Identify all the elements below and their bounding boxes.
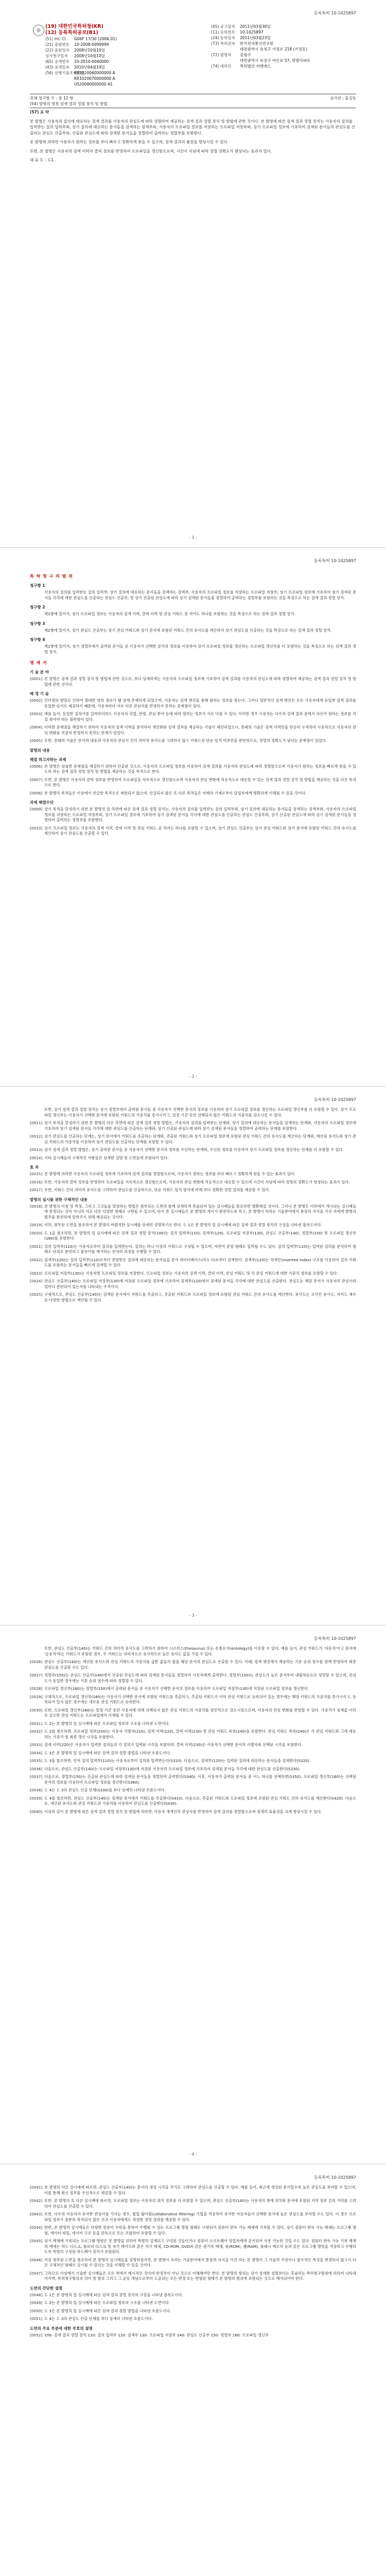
field-key: (73) 특허권자 (211, 41, 235, 46)
paragraph (30, 1244, 356, 1255)
paragraph (30, 676, 356, 687)
field-row (45, 59, 195, 64)
left-field-list (45, 36, 195, 87)
field-key: (72) 발명자 (211, 53, 232, 57)
paragraph-number (30, 1646, 44, 1657)
field-row (211, 24, 356, 29)
paragraph-number: [0031] (30, 1721, 43, 1726)
paragraph (30, 1721, 356, 1727)
paragraph-text: 도 4는 도 3의 관심도 산출 단계를 보다 상세히 나타낸 흐름도이다. (44, 2316, 153, 2321)
paragraph-number: [0028] (30, 1686, 43, 1691)
field-value: KR1020070000000 A (74, 76, 115, 81)
paragraph (30, 1134, 356, 1145)
paragraph-text: 본 발명에 의하면 사용자의 프로파일 정보에 기초하여 검색 결과를 정렬함으로써, 사용자가 원하는 정보를 보다 빠르고 정확하게 찾을 수 있는 효과가 있다. (44, 1172, 296, 1176)
field-row (211, 58, 356, 63)
page-4 (0, 1625, 386, 2164)
paragraph-text: 본 발명의 목적들은 이상에서 언급한 목적으로 제한되지 않으며, 언급되지 않은 또 다른 목적들은 아래의 기재로부터 당업자에게 명확하게 이해될 수 있을 것이다. (44, 790, 307, 795)
paragraph (30, 1673, 356, 1684)
field-row (45, 36, 195, 42)
section-heading: 명 세 서 (30, 660, 47, 665)
country-tag: (19) 대한민국특허청(KR) (45, 24, 103, 29)
paragraph (30, 826, 356, 837)
field-value: 10-1025897 (240, 30, 264, 35)
paragraph (30, 1121, 356, 1131)
field-value: 대전광역시 유성구 가정로 218 (가정동) (240, 47, 308, 52)
field-value: 대전광역시 유성구 어은로 57, 한빛아파트 (240, 58, 311, 63)
paragraph (30, 2316, 356, 2322)
paragraph-number: [0007] (30, 777, 43, 782)
claims-box (30, 94, 356, 108)
paragraph-number: [0002] (30, 698, 43, 703)
subsection-heading: 해결 하고자하는 과제 (30, 757, 66, 762)
paragraph-text: 또한, 본 발명은 사용자의 클릭 정보를 반영하여 프로파일을 지속적으로 갱신함으로써 사용자의 관심 변화에 적응적으로 대응할 수 있는 검색 결과 정렬 장치 및 방법을 제공하는 것을 다른 목적으로 한다. (44, 777, 356, 787)
field-row (211, 63, 356, 69)
cover-left-fields (45, 24, 195, 87)
section-heading: 특 허 청 구 의 범 위 (30, 574, 73, 579)
paragraph (30, 1156, 356, 1161)
paragraph-text: 기타 실시예들의 구체적인 사항들은 상세한 설명 및 도면들에 포함되어 있다. (44, 1155, 169, 1160)
paragraph-number: [0026] (30, 1659, 43, 1664)
subsection-heading: 청구항 3 (30, 621, 45, 626)
field-value: KR1020060000000 A (74, 71, 115, 75)
abstract-paragraph: 본 발명에 의하면 사용자가 원하는 정보를 보다 빠르고 정확하게 찾을 수 있으며, 검색 결과의 품질을 향상시킬 수 있다. (30, 140, 229, 144)
abstract-paragraph: 본 발명은 사용자의 질의에 대응하는 검색 결과를 사용자의 관심도에 따라 정렬하여 제공하는 검색 결과 정렬 장치 및 방법에 관한 것이다. 본 발명에 따른 검색 결과 정렬 장치는 사용자의 질의를 입력받는 질의 입력부와, 상기 질의에 대응하는 문서들을 검색하는 검색부와, 사용자의 프로파일 정보를 저장하는 프로파일 저장부와, 상기 프로파일 정보에 기초하여 검색된 문서들의 관심도를 산출하는 관심도 산출부와, 산출된 관심도에 따라 검색된 문서들을 정렬하여 출력하는 정렬부를 포함한다. (30, 118, 355, 135)
paragraph (30, 2309, 356, 2314)
paragraph-number: [0009] (30, 807, 43, 811)
subsection-heading: 도면의 주요 부분에 대한 부호의 설명 (30, 2326, 93, 2331)
paragraph-text: 구체적으로, 관심도 산출부(140)는 검색된 문서에서 키워드를 추출하고, 추출된 키워드와 프로파일 정보에 포함된 관심 키워드 간의 유사도를 계산한다. 유사도는 코사인 유사도, 자카드 계수 등 다양한 방법으로 계산될 수 있다. (44, 1292, 356, 1302)
paragraph-text: 도 2는 본 발명의 일 실시예에 따른 프로파일 정보의 구조를 나타낸 도면이다. (44, 2300, 170, 2305)
paragraph-number: [0052] (30, 2332, 43, 2337)
page-4-body (30, 1646, 356, 2148)
field-key: (24) 등록일자 (211, 36, 235, 40)
paragraph (30, 2185, 356, 2196)
page-5 (0, 2164, 386, 2576)
title-row (30, 101, 356, 107)
abstract-paragraph: 또한, 본 발명은 사용자의 검색 이력과 클릭 정보를 반영하여 프로파일을 갱신함으로써, 시간이 지남에 따라 정렬 정확도가 향상되는 효과가 있다. (30, 148, 272, 154)
paragraph-text: 상기 목적을 달성하기 위한 본 발명의 일 측면에 따른 검색 결과 정렬 장치는, 사용자의 질의를 입력받는 질의 입력부와, 상기 질의에 대응하는 문서들을 검색하는 검색부와, 사용자의 프로파일 정보를 저장하는 프로파일 저장부와, 상기 프로파일 정보에 기초하여 상기 검색된 문서들 각각에 대한 관심도를 산출하는 관심도 산출부와, 상기 산출된 관심도에 따라 상기 검색된 문서들을 정렬하여 출력하는 정렬부를 포함한다. (44, 807, 356, 822)
paragraph-text: 또한, 본 발명의 또 다른 실시예에 따르면, 프로파일 정보는 사용자의 위치 정보를 더 포함할 수 있으며, 관심도 산출부(140)는 사용자의 현재 위치와 문서에 포함된 지역 정보 간의 거리를 고려하여 관심도를 산출할 수 있다. (44, 2198, 356, 2209)
paragraph-number: [0029] (30, 1694, 43, 1699)
paragraph-text: 제1항에 있어서, 상기 정렬부에서 출력된 문서들 중 사용자가 선택한 문서의 정보를 이용하여 상기 프로파일 정보를 갱신하는 프로파일 갱신부를 더 포함하는 것을 특징으로 하는 검색 결과 정렬 장치. (44, 644, 356, 654)
paragraph-text: 검색부(120)는 질의 입력부(110)로부터 전달받은 질의에 대응하는 문서들을 문서 데이터베이스(미도시)로부터 검색한다. 검색부(120)는 역색인(inverted index) 구조를 이용하여 질의 키워드를 포함하는 문서들을 빠르게 검색할 수 있다. (44, 1257, 356, 1267)
abstract (30, 109, 356, 166)
paragraph (30, 1258, 356, 1268)
paragraph-text: 또한, 상기 검색 결과 정렬 장치는 상기 정렬부에서 출력된 문서들 중 사용자가 선택한 문서의 정보를 이용하여 상기 프로파일 정보를 갱신하는 프로파일 갱신부를 더 포함할 수 있다. 상기 프로파일 갱신부는 사용자가 선택한 문서에 포함된 키워드의 가중치를 증가시키고, 일정 기간 동안 선택되지 않은 키워드의 가중치를 감소시킬 수 있다. (44, 1107, 356, 1117)
paragraph-number: [0025] (30, 1292, 43, 1297)
paragraph-number: [0008] (30, 790, 43, 795)
paragraph-number (30, 628, 44, 634)
paragraph-text: 본 발명의 이점 및 특징, 그리고 그것들을 달성하는 방법은 첨부되는 도면과 함께 상세하게 후술되어 있는 실시예들을 참조하면 명확해질 것이다. 그러나 본 발명은 이하에서 개시되는 실시예들에 한정되는 것이 아니라 서로 다른 다양한 형태로 구현될 수 있으며, 단지 본 실시예들은 본 발명의 개시가 완전하도록 하고, 본 발명이 속하는 기술분야에서 통상의 지식을 가진 자에게 발명의 범주를 완전하게 알려주기 위해 제공되는 것이다. (44, 1204, 356, 1219)
paragraph-number: [0003] (30, 711, 43, 716)
paragraph (30, 1751, 356, 1756)
paragraph-number: [0020] (30, 1230, 43, 1235)
field-row (211, 29, 356, 35)
paragraph (30, 698, 356, 709)
field-value: 10-2010-0040000 (74, 59, 109, 64)
paragraph (30, 777, 356, 788)
page-number: - 4 - (189, 2152, 197, 2157)
subsection-heading: 도면의 간단한 설명 (30, 2285, 63, 2291)
paragraph (30, 2198, 356, 2209)
paragraph (30, 807, 356, 823)
subsection-heading: 발명의 실시를 위한 구체적인 내용 (30, 1197, 87, 1202)
paragraph-number: [0016] (30, 1179, 43, 1184)
paragraph-number: [0001] (30, 676, 43, 681)
paragraph-number: [0035] (30, 1758, 43, 1763)
field-value: 한국전자통신연구원 (240, 41, 274, 46)
paragraph-number (30, 1107, 44, 1118)
abstract-paragraph: 대 표 도 - 도1 (30, 158, 54, 162)
paragraph-number: [0034] (30, 1750, 43, 1755)
field-row (45, 81, 195, 87)
paragraph-number: [0042] (30, 2198, 43, 2203)
paragraph-text: 이상과 같이 본 발명에 따른 검색 결과 정렬 장치 및 방법에 의하면, 사용자 개개인의 관심사를 반영하여 검색 결과를 정렬함으로써 검색의 효율성을 크게 향상시킬 수 있다. (44, 1809, 322, 1814)
paragraph (30, 1659, 356, 1670)
paragraph-text: 본 발명의 다른 실시예에 따르면, 관심도 산출부(140)는 문서의 생성 시각을 추가로 고려하여 관심도를 산출할 수 있다. 예를 들어, 최근에 생성된 문서일수록 높은 관심도를 부여할 수 있으며, 이를 통해 최신 정보를 우선적으로 제공할 수 있다. (44, 2185, 356, 2195)
field-row (45, 64, 195, 70)
paragraph-number: [0051] (30, 2316, 43, 2321)
paragraph-text: 도 3은 본 발명의 일 실시예에 따른 검색 결과 정렬 방법을 나타낸 흐름도이다. (44, 2308, 171, 2313)
paragraph-number: [0015] (30, 1172, 43, 1176)
paragraph-text: 예를 들어, 동일한 질의어를 입력하더라도 사용자의 직업, 연령, 관심 분야 등에 따라 원하는 정보가 서로 다를 수 있다. 이러한 경우 사용자는 다수의 검색 결과 중에서 자신이 원하는 정보를 직접 찾아야 하는 불편함이 있다. (44, 711, 356, 722)
paragraph (30, 1742, 356, 1748)
paragraph-number: [0023] (30, 1270, 43, 1276)
paragraph (30, 1767, 356, 1772)
page-1-body (30, 0, 356, 547)
paragraph (30, 628, 356, 634)
subsection-heading: 청구항 2 (30, 605, 45, 609)
paragraph-number (30, 612, 44, 617)
paragraph-number: [0018] (30, 1204, 43, 1209)
paragraph-text: 또한, 사용자의 클릭 정보를 반영하여 프로파일을 지속적으로 갱신함으로써, 사용자의 관심 변화에 적응적으로 대응할 수 있으며 시간이 지남에 따라 정렬의 정확도가 향상되는 효과가 있다. (44, 1179, 350, 1184)
abstract-title: (57) 요 약 (30, 110, 49, 114)
paragraph-text: 상기 프로파일 정보는 사용자의 검색 이력, 클릭 이력 및 관심 키워드 중 적어도 하나를 포함할 수 있으며, 상기 관심도 산출부는 상기 관심 키워드와 상기 문서에 포함된 키워드 간의 유사도를 계산하여 상기 관심도를 산출할 수 있다. (44, 825, 356, 836)
paragraph-text: 도 4는 도 3의 관심도 산출 단계(S330)를 보다 상세히 나타낸 흐름도이다. (44, 1788, 166, 1792)
field-value: 10-2008-0099999 (74, 42, 109, 47)
subsection-heading: 청구항 4 (30, 637, 45, 642)
paragraph-number: [0004] (30, 725, 43, 730)
publication-tag: (12) 등록특허공보(B1) (45, 30, 98, 36)
paragraph-text: 프로파일 갱신부(160)는 정렬부(150)에서 출력된 문서들 중 사용자가 선택한 문서의 정보를 이용하여 프로파일 저장부(130)에 저장된 프로파일 정보를 갱신한다. (44, 1686, 309, 1691)
page-3 (0, 1087, 386, 1625)
paragraph-text: 또한, 키워드 간의 의미적 유사도를 고려하여 관심도를 산출하므로, 단순 키워드 일치 방식에 비해 보다 정확한 정렬 결과를 제공할 수 있다. (44, 1188, 270, 1192)
paragraph-text: 검색 이력(220)은 사용자가 입력한 질의들과 각 질의가 입력된 시각을 포함하며, 클릭 이력(230)은 사용자가 선택한 문서의 식별자와 선택된 시각을 포함한다. (44, 1742, 303, 1747)
paragraph-number: [0036] (30, 1766, 43, 1771)
paragraph-text: 다음으로, 정렬부(150)는 산출된 관심도에 따라 검색된 문서들을 정렬하여 출력한다(S340). 이후, 사용자가 출력된 문서들 중 어느 하나를 선택하면(S350), 프로파일 갱신부(160)는 선택된 문서의 정보를 이용하여 프로파일 정보를 갱신한다(S360). (44, 1774, 356, 1785)
paragraph-number: [0022] (30, 1257, 43, 1262)
field-key: (51) Int. Cl. (45, 37, 67, 41)
paragraph (30, 2293, 356, 2298)
field-key: (21) 출원번호 (45, 42, 69, 47)
paragraph (30, 1788, 356, 1793)
page-1 (0, 0, 386, 547)
field-key: (56) 선행기술조사문헌 (45, 71, 84, 75)
subsection-heading: 발명의 내용 (30, 748, 50, 753)
field-row (211, 46, 356, 52)
page-number: - 2 - (189, 1074, 197, 1079)
paragraph-number: [0048] (30, 2292, 43, 2297)
paragraph (30, 2225, 356, 2236)
paragraph-text: 또한, 관심도 산출부(140)는 키워드 간의 의미적 유사도를 고려하기 위하여 시소러스(thesaurus) 또는 온톨로지(ontology)를 이용할 수 있다. 예를 들어, 관심 키워드가 '자동차'이고 문서에 '승용차'라는 키워드가 포함된 경우, 두 키워드는 의미적으로 유사하므로 높은 유사도 값을 가질 수 있다. (44, 1646, 356, 1656)
paragraph (30, 1729, 356, 1740)
field-value: 2008년10월10일 (74, 54, 105, 58)
paragraph-text: 상기 관심도를 산출하는 단계는, 상기 문서에서 키워드를 추출하는 단계와, 추출된 키워드와 상기 프로파일 정보에 포함된 관심 키워드 간의 유사도를 계산하는 단계와, 계산된 유사도와 상기 관심 키워드의 가중치를 이용하여 상기 관심도를 산출하는 단계를 포함할 수 있다. (44, 1134, 356, 1144)
paragraph (30, 1708, 356, 1719)
paragraph-text: 이상 첨부된 도면을 참조하여 본 발명의 실시예들을 설명하였지만, 본 발명이 속하는 기술분야에서 통상의 지식을 가진 자는 본 발명이 그 기술적 사상이나 필수적인 특징을 변경하지 않고서 다른 구체적인 형태로 실시될 수 있다는 것을 이해할 수 있을 것이다. (44, 2257, 356, 2267)
subsection-heading: 효 과 (30, 1165, 39, 1170)
paragraph (30, 1796, 356, 1807)
subsection-heading: 과제 해결수단 (30, 800, 54, 805)
paragraph-text: 이하, 첨부된 도면을 참조하여 본 발명의 바람직한 실시예를 상세히 설명하기로 한다. 도 1은 본 발명의 일 실시예에 따른 검색 결과 정렬 장치의 구성을 나타낸 블록도이다. (44, 1223, 322, 1227)
paragraph-text: 또한, 프로파일 갱신부(160)는 일정 기간 동안 사용자에 의해 선택되지 않은 관심 키워드의 가중치를 점진적으로 감소시킴으로써, 사용자의 관심 변화를 반영할 수 있다. 가중치가 임계값 이하로 감소한 관심 키워드는 프로파일에서 삭제될 수 있다. (44, 1707, 356, 1718)
paragraph-text: 도 4를 참조하면, 관심도 산출부(140)는 검색된 문서에서 키워드를 추출한다(S410). 다음으로, 추출된 키워드와 프로파일 정보에 포함된 관심 키워드 간의 유사도를 계산한다(S420). 다음으로, 계산된 유사도와 관심 키워드의 가중치를 이용하여 관심도를 산출한다(S430). (44, 1795, 356, 1806)
paragraph (30, 2333, 356, 2338)
paragraph-text: 제2항에 있어서, 상기 관심도 산출부는 상기 관심 키워드와 상기 문서에 포함된 키워드 간의 유사도를 계산하여 상기 관심도를 산출하는 것을 특징으로 하는 검색 결과 정렬 장치. (44, 628, 332, 633)
paragraph (30, 1758, 356, 1764)
paragraph-number: [0038] (30, 1788, 43, 1792)
paragraph-number: [0047] (30, 2270, 43, 2276)
field-key: (65) 공개번호 (45, 59, 69, 64)
paragraph-text: 프로파일 저장부(130)는 사용자별 프로파일 정보를 저장한다. 프로파일 정보는 사용자의 검색 이력, 클릭 이력, 관심 키워드 및 각 관심 키워드에 대한 가중치 정보를 포함할 수 있다. (44, 1270, 338, 1276)
page-content (30, 573, 356, 837)
paragraph-number: [0049] (30, 2300, 43, 2305)
page-content (30, 1646, 356, 1815)
paragraph-number: [0037] (30, 1774, 43, 1779)
paragraph (30, 1107, 356, 1118)
paragraph-text: 그러므로 이상에서 기술한 실시예들은 모든 면에서 예시적인 것이며 한정적이 아닌 것으로 이해해야만 한다. 본 발명의 범위는 상기 상세한 설명보다는 후술하는 특허청구범위에 의하여 나타내어지며, 특허청구범위의 의미 및 범위 그리고 그 균등 개념으로부터 도출되는 모든 변경 또는 변형된 형태가 본 발명의 범위에 포함되는 것으로 해석되어야 한다. (44, 2270, 356, 2281)
field-row (211, 52, 356, 58)
paragraph-number: [0013] (30, 1147, 43, 1152)
paragraph-text: 관심도 산출부(140)는 프로파일 저장부(130)에 저장된 프로파일 정보에 기초하여 검색부(120)에서 검색된 문서들 각각에 대한 관심도를 산출한다. 관심도는 해당 문서가 사용자의 관심사와 얼마나 관련되어 있는지를 나타내는 수치이다. (44, 1279, 356, 1289)
page-5-body (30, 2185, 356, 2576)
paragraph-number: [0027] (30, 1673, 43, 1677)
cover-header (30, 24, 356, 90)
paragraph (30, 1231, 356, 1242)
field-row (45, 53, 195, 59)
paragraph-text: 또한, 종래의 기술은 문서의 내용과 사용자의 관심사 간의 의미적 유사도를 고려하지 않고 키워드의 단순 일치 여부만을 판단하므로, 정렬의 정확도가 낮다는 문제점이 있었다. (44, 738, 327, 743)
paragraph-text: 이러한 문제점을 해결하기 위하여 사용자의 검색 이력을 분석하여 개인화된 검색 결과를 제공하는 기술이 제안되었으나, 종래의 기술은 검색 이력만을 단순히 누적하여 사용하므로 사용자의 관심 변화를 적절히 반영하지 못하는 한계가 있었다. (44, 725, 356, 735)
paragraph-number: [0017] (30, 1188, 43, 1192)
field-key: (45) 공고일자 (211, 24, 235, 29)
paragraph (30, 725, 356, 736)
paragraph-number: [0006] (30, 764, 43, 769)
paragraph-text: 상기 매체에 기록되는 프로그램 명령은 본 발명을 위하여 특별히 설계되고 구성된 것들이거나 컴퓨터 소프트웨어 당업자에게 공지되어 사용 가능한 것일 수도 있다. 컴퓨터 판독 가능 기록 매체의 예에는 하드 디스크, 플로피 디스크 및 자기 테이프와 같은 자기 매체, CD-ROM, DVD와 같은 광기록 매체, 롬(ROM), 램(RAM), 플래시 메모리 등과 같은 프로그램 명령을 저장하고 수행하도록 특별히 구성된 하드웨어 장치가 포함된다. (44, 2239, 356, 2254)
page-2-body (30, 568, 356, 1071)
paragraph (30, 764, 356, 775)
paragraph-text: 인터넷의 발달로 인하여 방대한 양의 정보가 웹 상에 존재하게 되었으며, 사용자는 검색 엔진을 통해 원하는 정보를 찾는다. 그러나 일반적인 검색 엔진은 모든 사용자에게 동일한 검색 결과를 동일한 순서로 제공하기 때문에, 사용자마다 서로 다른 관심사를 반영하지 못하는 문제점이 있다. (44, 698, 356, 708)
doc-number: 등록특허 10-1025897 (313, 558, 356, 563)
paragraph (30, 1172, 356, 1177)
field-key: 심사청구일자 (45, 54, 68, 58)
paragraph-text: 도 1은 본 발명의 일 실시예에 따른 검색 결과 정렬 장치의 구성을 나타낸 블록도이다. (44, 2292, 183, 2297)
paragraph-number: [0050] (30, 2308, 43, 2313)
paragraph (30, 1204, 356, 1221)
paragraph (30, 1180, 356, 1185)
paragraph (30, 738, 356, 744)
paragraph-number: [0044] (30, 2225, 43, 2230)
subsection-heading: 기 술 분 야 (30, 670, 49, 674)
paragraph-number: [0039] (30, 1795, 43, 1801)
field-key: (74) 대리인 (211, 64, 232, 69)
paragraph-number: [0045] (30, 2239, 43, 2243)
paragraph-text: 질의 입력부(110)는 사용자로부터 질의를 입력받는다. 질의는 하나 이상의 키워드로 구성될 수 있으며, 자연어 문장 형태로 입력될 수도 있다. 질의 입력부(110)는 입력된 질의를 분석하여 형태소 단위로 분리하고 불용어를 제거하는 전처리 과정을 수행할 수 있다. (44, 1244, 356, 1254)
paragraph-text: 도 3은 본 발명의 일 실시예에 따른 검색 결과 정렬 방법을 나타낸 흐름도이다. (44, 1750, 171, 1755)
doc-number: 등록특허 10-1025897 (313, 11, 356, 15)
paragraph-text: 다음으로, 관심도 산출부(140)는 프로파일 저장부(130)에 저장된 사용자의 프로파일 정보에 기초하여 검색된 문서들 각각에 대한 관심도를 산출한다(S330). (44, 1766, 301, 1771)
paragraph (30, 1223, 356, 1228)
page-number: - 1 - (189, 535, 197, 540)
paragraph-text: 구체적으로, 프로파일 갱신부(160)는 사용자가 선택한 문서에 포함된 키워드를 추출하고, 추출된 키워드가 이미 관심 키워드로 등록되어 있는 경우에는 해당 키워드의 가중치를 증가시키고, 등록되어 있지 않은 경우에는 새로운 관심 키워드로 등록한다. (44, 1694, 356, 1704)
doc-number: 등록특허 10-1025897 (313, 1636, 356, 1641)
subsection-heading: 배 경 기 술 (30, 691, 49, 696)
field-row (45, 47, 195, 53)
paragraph-number: [0010] (30, 825, 43, 831)
field-row (45, 76, 195, 81)
field-value: 2011년03월23일 (240, 36, 271, 40)
paragraph-number (30, 644, 44, 655)
paragraph-text: 사용자의 질의를 입력받는 질의 입력부; 상기 질의에 대응하는 문서들을 검색하는 검색부; 사용자의 프로파일 정보를 저장하는 프로파일 저장부; 상기 프로파일 정보에 기초하여 상기 검색된 문서들 각각에 대한 관심도를 산출하는 관심도 산출부; 및 상기 산출된 관심도에 따라 상기 검색된 문서들을 정렬하여 출력하는 정렬부를 포함하는 것을 특징으로 하는 검색 결과 정렬 장치. (44, 590, 356, 600)
subsection-heading: 청구항 1 (30, 583, 45, 588)
field-value: 2011년03월30일 (240, 24, 271, 29)
field-key: (43) 공개일자 (45, 65, 69, 70)
paragraph (30, 791, 356, 796)
field-value: 김철수 (240, 53, 251, 57)
paragraph (30, 1686, 356, 1692)
paragraph-text: 도 1을 참조하면, 본 발명의 일 실시예에 따른 검색 결과 정렬 장치(100)는 질의 입력부(110), 검색부(120), 프로파일 저장부(130), 관심도 산출부(140), 정렬부(150) 및 프로파일 갱신부(160)를 포함한다. (44, 1230, 356, 1241)
paragraph (30, 1279, 356, 1290)
field-row (45, 70, 195, 76)
paragraph-text: 도 2를 참조하면, 프로파일 정보(200)는 사용자 식별자(210), 검색 이력(220), 클릭 이력(230) 및 관심 키워드 목록(240)을 포함한다. 관심 키워드 목록(240)은 각 관심 키워드와 그에 대응하는 가중치 및 최종 갱신 시각을 포함한다. (44, 1729, 356, 1739)
paragraph-number: [0032] (30, 1729, 43, 1734)
paragraph-number: [0041] (30, 2185, 43, 2190)
doc-number: 등록특허 10-1025897 (313, 2175, 356, 2180)
paragraph-number: [0043] (30, 2212, 43, 2216)
claims-row (30, 95, 356, 101)
page-3-body (30, 1107, 356, 1609)
paragraph (30, 1646, 356, 1657)
paragraph (30, 1188, 356, 1193)
paragraph-text: 상기 목적을 달성하기 위한 본 발명의 다른 측면에 따른 검색 결과 정렬 방법은, 사용자의 질의를 입력받는 단계와, 상기 질의에 대응하는 문서들을 검색하는 단계와, 사용자의 프로파일 정보에 기초하여 상기 검색된 문서들 각각에 대한 관심도를 산출하는 단계와, 상기 산출된 관심도에 따라 상기 검색된 문서들을 정렬하여 출력하는 단계를 포함한다. (44, 1121, 356, 1131)
paragraph-number: [0021] (30, 1244, 43, 1249)
paragraph-text: 상기 검색 결과 정렬 방법은, 상기 출력된 문서들 중 사용자가 선택한 문서의 정보를 수신하는 단계와, 수신된 정보를 이용하여 상기 프로파일 정보를 갱신하는 단계를 더 포함할 수 있다. (44, 1147, 344, 1152)
right-field-list (211, 24, 356, 69)
paragraph (30, 1809, 356, 1815)
paragraph (30, 2300, 356, 2306)
patent-office-seal-icon: ◎ (33, 25, 44, 36)
paragraph-number (30, 590, 44, 601)
abstract-body (30, 118, 356, 163)
paragraph-text: 도 3을 참조하면, 먼저 질의 입력부(110)는 사용자로부터 질의를 입력받는다(S310). 다음으로, 검색부(120)는 입력된 질의에 대응하는 문서들을 검색한다(S320). (44, 1758, 311, 1763)
paragraph (30, 2258, 356, 2268)
paragraph-text: 본 발명은 검색 결과 정렬 장치 및 방법에 관한 것으로, 보다 상세하게는 사용자의 프로파일 정보에 기초하여 검색 결과를 사용자의 관심도에 따라 정렬하여 제공하는 검색 결과 정렬 장치 및 방법에 관한 것이다. (44, 676, 356, 687)
paragraph-number: [0005] (30, 738, 43, 743)
paragraph (30, 2271, 356, 2282)
paragraph (30, 1292, 356, 1303)
field-key: (22) 출원일자 (45, 48, 69, 53)
paragraph-text: 관심도 산출부(140)는 계산된 유사도와 관심 키워드의 가중치를 곱한 값들의 합을 해당 문서의 관심도로 산출할 수 있다. 이때, 검색 엔진에서 제공하는 기본 순위 점수를 함께 반영하여 최종 관심도를 산출할 수도 있다. (44, 1659, 356, 1670)
field-row (45, 42, 195, 47)
paragraph (30, 1774, 356, 1785)
field-value: 2010년04월19일 (74, 65, 105, 70)
paragraph-number: [0024] (30, 1279, 43, 1283)
page-content (30, 2185, 356, 2338)
paragraph-number: [0011] (30, 1121, 43, 1125)
field-value: 2008년10월10일 (74, 48, 105, 53)
paragraph-number: [0019] (30, 1223, 43, 1227)
page-2 (0, 548, 386, 1086)
field-row (211, 41, 356, 46)
paragraph-text: 한편, 본 발명의 실시예들은 다양한 컴퓨터 수단을 통하여 수행될 수 있는 프로그램 명령 형태로 구현되어 컴퓨터 판독 가능 매체에 기록될 수 있다. 상기 컴퓨터 판독 가능 매체는 프로그램 명령, 데이터 파일, 데이터 구조 등을 단독으로 또는 조합하여 포함할 수 있다. (44, 2225, 356, 2235)
paragraph (30, 590, 356, 601)
paragraph (30, 711, 356, 722)
field-value: G06F 17/30 (2006.01) (74, 37, 117, 41)
paragraph (30, 612, 356, 617)
paragraph-text: 또한, 다수의 사용자가 유사한 관심사를 가지는 경우, 협업 필터링(collaborative filtering) 기법을 적용하여 유사한 사용자들이 선택한 문서에 높은 관심도를 부여할 수도 있다. 이 경우 프로파일 정보가 충분히 축적되지 않은 신규 사용자에게도 적절한 정렬 결과를 제공할 수 있다. (44, 2212, 356, 2222)
paragraph (30, 2212, 356, 2223)
cover-right-fields (211, 24, 356, 69)
field-row (211, 35, 356, 41)
paragraph-text: 도 2는 본 발명의 일 실시예에 따른 프로파일 정보의 구조를 나타낸 도면이다. (44, 1721, 170, 1726)
paragraph-number: [0046] (30, 2257, 43, 2262)
paragraph (30, 1694, 356, 1705)
page-content (30, 1107, 356, 1303)
field-key: (11) 등록번호 (211, 30, 235, 35)
invention-title: (54) 발명의 명칭 검색 결과 정렬 장치 및 방법 (30, 101, 108, 106)
paragraph-text: 정렬부(150)는 관심도 산출부(140)에서 산출된 관심도에 따라 검색된 문서들을 정렬하여 사용자에게 출력한다. 정렬부(150)는 관심도가 높은 문서부터 내림차순으로 정렬할 수 있으며, 관심도가 동일한 경우에는 기본 순위 점수에 따라 정렬할 수 있다. (44, 1673, 356, 1683)
paragraph-text: 제1항에 있어서, 상기 프로파일 정보는 사용자의 검색 이력, 클릭 이력 및 관심 키워드 중 적어도 하나를 포함하는 것을 특징으로 하는 검색 결과 정렬 장치. (44, 612, 295, 616)
paragraph-number: [0040] (30, 1809, 43, 1814)
paragraph-text: 본 발명은 상술한 문제점을 해결하기 위하여 안출된 것으로, 사용자의 프로파일 정보를 이용하여 검색 결과를 사용자의 관심도에 따라 정렬함으로써 사용자가 원하는 정보를 빠르게 찾을 수 있도록 하는 검색 결과 정렬 장치 및 방법을 제공하는 것을 목적으로 한다. (44, 764, 356, 774)
field-value: US20080000000 A1 (74, 82, 113, 87)
page-number: - 3 - (189, 1613, 197, 1618)
paragraph-number: [0033] (30, 1742, 43, 1747)
doc-number: 등록특허 10-1025897 (313, 1097, 356, 1102)
paragraph-number: [0030] (30, 1707, 43, 1713)
paragraph-text: 100: 검색 결과 정렬 장치 110: 질의 입력부 120: 검색부 130: 프로파일 저장부 140: 관심도 산출부 150: 정렬부 160: 프로파일 갱신부 (44, 2332, 269, 2337)
paragraph (30, 1147, 356, 1153)
paragraph-number: [0014] (30, 1155, 43, 1160)
paragraph (30, 644, 356, 655)
field-value: 특허법인 씨엔에스 (240, 64, 271, 69)
paragraph (30, 1271, 356, 1277)
claims-count: 전체 청구항 수 : 총 12 항 (30, 96, 74, 100)
paragraph (30, 2239, 356, 2255)
examiner: 심사관 : 홍길동 (330, 96, 356, 100)
paragraph-number: [0012] (30, 1134, 43, 1139)
